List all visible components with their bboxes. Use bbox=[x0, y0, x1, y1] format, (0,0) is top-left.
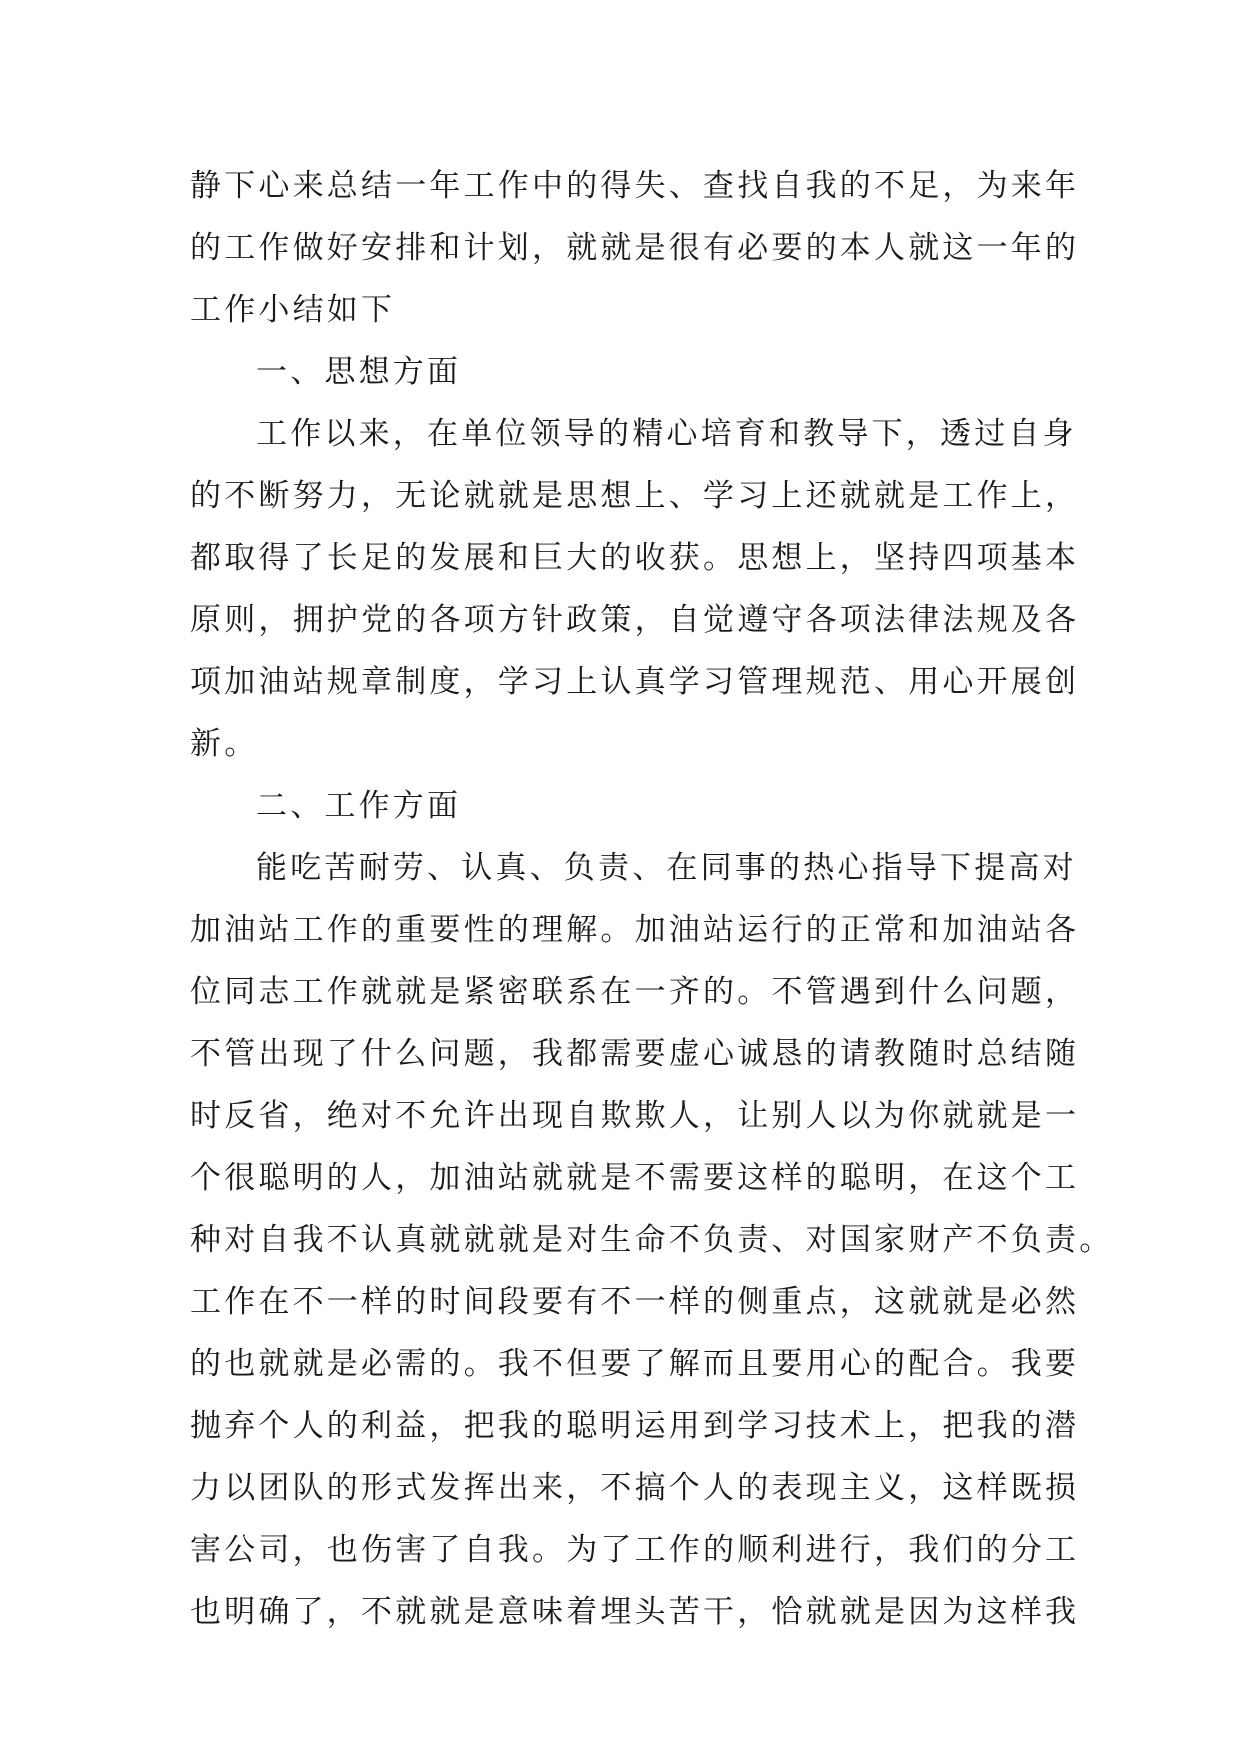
text-line: 都取得了长足的发展和巨大的收获。思想上，坚持四项基本 bbox=[190, 540, 1080, 576]
text-line: 抛弃个人的利益，把我的聪明运用到学习技术上，把我的潜 bbox=[190, 1408, 1080, 1444]
text-line: 新。 bbox=[190, 726, 259, 762]
text-line: 的工作做好安排和计划，就就是很有必要的本人就这一年的 bbox=[190, 230, 1080, 266]
text-line: 静下心来总结一年工作中的得失、查找自我的不足，为来年 bbox=[190, 168, 1080, 204]
text-line: 加油站工作的重要性的理解。加油站运行的正常和加油站各 bbox=[190, 912, 1080, 948]
text-line: 力以团队的形式发挥出来，不搞个人的表现主义，这样既损 bbox=[190, 1470, 1080, 1506]
text-line: 二、工作方面 bbox=[256, 788, 462, 824]
text-line: 能吃苦耐劳、认真、负责、在同事的热心指导下提高对 bbox=[256, 850, 1077, 886]
text-line: 的不断努力，无论就就是思想上、学习上还就就是工作上， bbox=[190, 478, 1080, 514]
text-line: 也明确了，不就就是意味着埋头苦干，恰就就是因为这样我 bbox=[190, 1594, 1080, 1630]
text-line: 工作小结如下 bbox=[190, 292, 396, 328]
text-line: 工作在不一样的时间段要有不一样的侧重点，这就就是必然 bbox=[190, 1284, 1080, 1320]
text-line: 种对自我不认真就就就是对生命不负责、对国家财产不负责。 bbox=[190, 1222, 1114, 1258]
text-line: 不管出现了什么问题，我都需要虚心诚恳的请教随时总结随 bbox=[190, 1036, 1080, 1072]
text-line: 项加油站规章制度，学习上认真学习管理规范、用心开展创 bbox=[190, 664, 1080, 700]
text-line: 的也就就是必需的。我不但要了解而且要用心的配合。我要 bbox=[190, 1346, 1080, 1382]
text-line: 原则，拥护党的各项方针政策，自觉遵守各项法律法规及各 bbox=[190, 602, 1080, 638]
text-line: 位同志工作就就是紧密联系在一齐的。不管遇到什么问题， bbox=[190, 974, 1080, 1010]
document-body bbox=[190, 155, 1114, 1643]
text-line: 个很聪明的人，加油站就就是不需要这样的聪明，在这个工 bbox=[190, 1160, 1080, 1196]
text-line: 一、思想方面 bbox=[256, 354, 462, 390]
text-line: 害公司，也伤害了自我。为了工作的顺利进行，我们的分工 bbox=[190, 1532, 1080, 1568]
text-line: 工作以来，在单位领导的精心培育和教导下，透过自身 bbox=[256, 416, 1077, 452]
text-line: 时反省，绝对不允许出现自欺欺人，让别人以为你就就是一 bbox=[190, 1098, 1080, 1134]
